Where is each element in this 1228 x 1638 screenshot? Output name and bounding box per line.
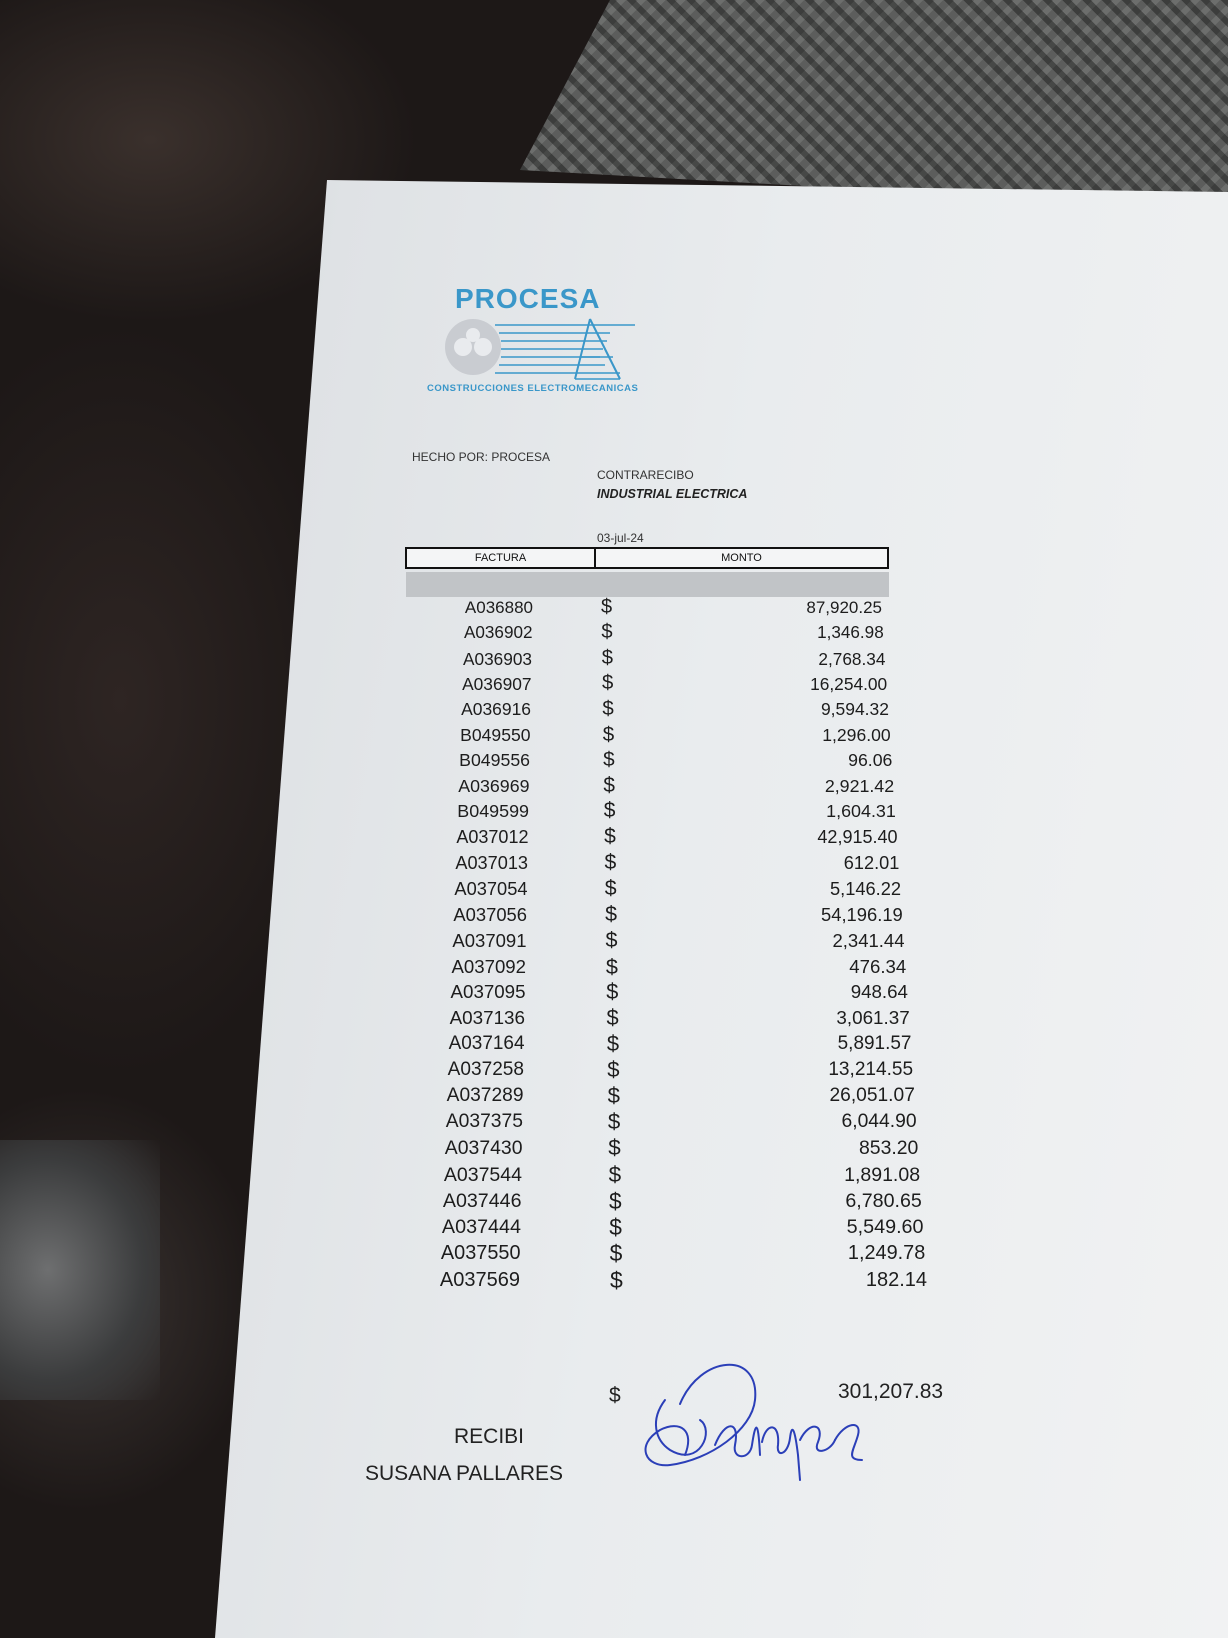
table-cell-currency: $ xyxy=(603,799,616,823)
document-date: 03-jul-24 xyxy=(597,531,644,545)
logo-emblem xyxy=(435,317,645,383)
receiver-name: SUSANA PALLARES xyxy=(365,1462,564,1485)
table-cell-monto: 87,920.25 xyxy=(806,598,882,617)
table-cell-factura: A037013 xyxy=(455,852,528,873)
table-cell-factura: A036880 xyxy=(464,598,533,617)
table-cell-factura: B049556 xyxy=(459,750,530,771)
table-cell-factura: A036969 xyxy=(458,775,530,796)
table-cell-monto: 5,549.60 xyxy=(846,1215,924,1238)
table-cell-currency: $ xyxy=(603,748,615,772)
table-cell-monto: 2,921.42 xyxy=(824,775,895,796)
table-cell-currency: $ xyxy=(602,722,615,746)
received-label: RECIBI xyxy=(454,1425,525,1448)
table-cell-monto: 2,768.34 xyxy=(818,648,886,669)
table-cell-monto: 1,604.31 xyxy=(826,801,896,822)
table-cell-currency: $ xyxy=(602,671,614,694)
table-cell-factura: A036916 xyxy=(461,699,531,720)
table-cell-currency: $ xyxy=(608,1135,621,1161)
table-cell-monto: 476.34 xyxy=(849,955,907,977)
table-cell-currency: $ xyxy=(605,901,618,926)
total-amount: 301,207.83 xyxy=(838,1380,944,1403)
table-header-band xyxy=(406,572,889,597)
table-cell-currency: $ xyxy=(608,1161,622,1187)
table-cell-currency: $ xyxy=(604,850,617,874)
table-cell-monto: 96.06 xyxy=(848,750,893,771)
table-cell-factura: A037054 xyxy=(454,878,528,900)
table-cell-factura: A036907 xyxy=(462,673,532,694)
table-cell-currency: $ xyxy=(610,1266,623,1293)
table-cell-factura: A037136 xyxy=(449,1007,525,1029)
table-cell-monto: 948.64 xyxy=(850,981,908,1003)
table-cell-factura: B049599 xyxy=(457,801,529,822)
seat-edge xyxy=(0,1140,160,1400)
table-cell-factura: A037164 xyxy=(448,1033,525,1055)
company-logo xyxy=(425,283,683,401)
table-cell-currency: $ xyxy=(606,979,619,1005)
table-cell-currency: $ xyxy=(607,1057,620,1083)
table-cell-monto: 54,196.19 xyxy=(821,903,903,925)
table-cell-monto: 5,146.22 xyxy=(829,878,902,900)
table-cell-monto: 13,214.55 xyxy=(828,1059,914,1081)
made-by-label: HECHO POR: PROCESA xyxy=(412,450,551,464)
table-cell-currency: $ xyxy=(606,1031,620,1057)
logo-subtitle: CONSTRUCCIONES ELECTROMECANICAS xyxy=(427,383,639,394)
table-cell-currency: $ xyxy=(609,1213,622,1240)
table-cell-factura: A037095 xyxy=(450,981,526,1003)
table-cell-currency: $ xyxy=(608,1187,622,1214)
table-cell-monto: 42,915.40 xyxy=(817,826,898,847)
table-cell-factura: B049550 xyxy=(460,724,531,745)
table-cell-monto: 16,254.00 xyxy=(810,673,888,694)
table-cell-monto: 853.20 xyxy=(858,1137,919,1160)
table-cell-monto: 5,891.57 xyxy=(837,1033,912,1055)
table-cell-factura: A037091 xyxy=(452,929,527,951)
table-cell-factura: A037444 xyxy=(441,1215,521,1238)
table-cell-monto: 3,061.37 xyxy=(836,1007,910,1029)
table-cell-currency: $ xyxy=(603,773,615,797)
table-cell-currency: $ xyxy=(601,596,613,618)
table-cell-monto: 2,341.44 xyxy=(832,929,905,951)
table-cell-monto: 1,891.08 xyxy=(844,1163,921,1186)
table-cell-factura: A037289 xyxy=(446,1085,524,1107)
table-cell-factura: A037258 xyxy=(447,1059,524,1081)
table-cell-monto: 1,296.00 xyxy=(822,724,891,745)
table-cell-currency: $ xyxy=(607,1109,621,1135)
table-cell-monto: 612.01 xyxy=(843,852,900,873)
table-cell-monto: 6,780.65 xyxy=(845,1189,922,1212)
total-currency: $ xyxy=(609,1384,621,1407)
table-cell-factura: A037544 xyxy=(443,1163,522,1186)
table-cell-factura: A037056 xyxy=(453,903,527,925)
table-cell-monto: 1,346.98 xyxy=(817,623,884,643)
table-cell-currency: $ xyxy=(601,646,613,669)
table-cell-monto: 26,051.07 xyxy=(829,1085,915,1107)
table-cell-factura: A037446 xyxy=(442,1189,522,1212)
document-type: CONTRARECIBO xyxy=(597,468,694,482)
logo-brand: PROCESA xyxy=(455,283,601,314)
table-cell-currency: $ xyxy=(607,1083,620,1109)
table-cell-factura: A037569 xyxy=(439,1268,520,1291)
column-header-factura: FACTURA xyxy=(407,549,596,567)
table-cell-factura: A037092 xyxy=(451,955,526,977)
table-cell-currency: $ xyxy=(606,1005,619,1031)
table-cell-currency: $ xyxy=(601,621,613,644)
table-cell-monto: 1,249.78 xyxy=(847,1242,926,1265)
signature-mark xyxy=(640,1360,880,1510)
table-cell-currency: $ xyxy=(605,927,618,952)
table-cell-currency: $ xyxy=(604,824,616,848)
table-cell-factura: A037550 xyxy=(440,1242,521,1265)
table-cell-currency: $ xyxy=(605,953,618,979)
table-header xyxy=(405,547,889,569)
table-cell-currency: $ xyxy=(604,876,617,901)
column-header-monto: MONTO xyxy=(721,552,762,564)
table-cell-monto: 6,044.90 xyxy=(841,1111,917,1133)
table-cell-factura: A036902 xyxy=(463,623,533,643)
table-cell-monto: 9,594.32 xyxy=(820,699,889,720)
table-cell-factura: A037430 xyxy=(444,1137,523,1160)
table-cell-factura: A037375 xyxy=(445,1111,523,1133)
table-cell-currency: $ xyxy=(602,697,614,721)
table-cell-currency: $ xyxy=(609,1240,623,1267)
supplier-name: INDUSTRIAL ELECTRICA xyxy=(597,487,748,501)
table-cell-factura: A037012 xyxy=(456,826,529,847)
table-cell-factura: A036903 xyxy=(463,648,532,669)
table-cell-monto: 182.14 xyxy=(865,1268,927,1291)
